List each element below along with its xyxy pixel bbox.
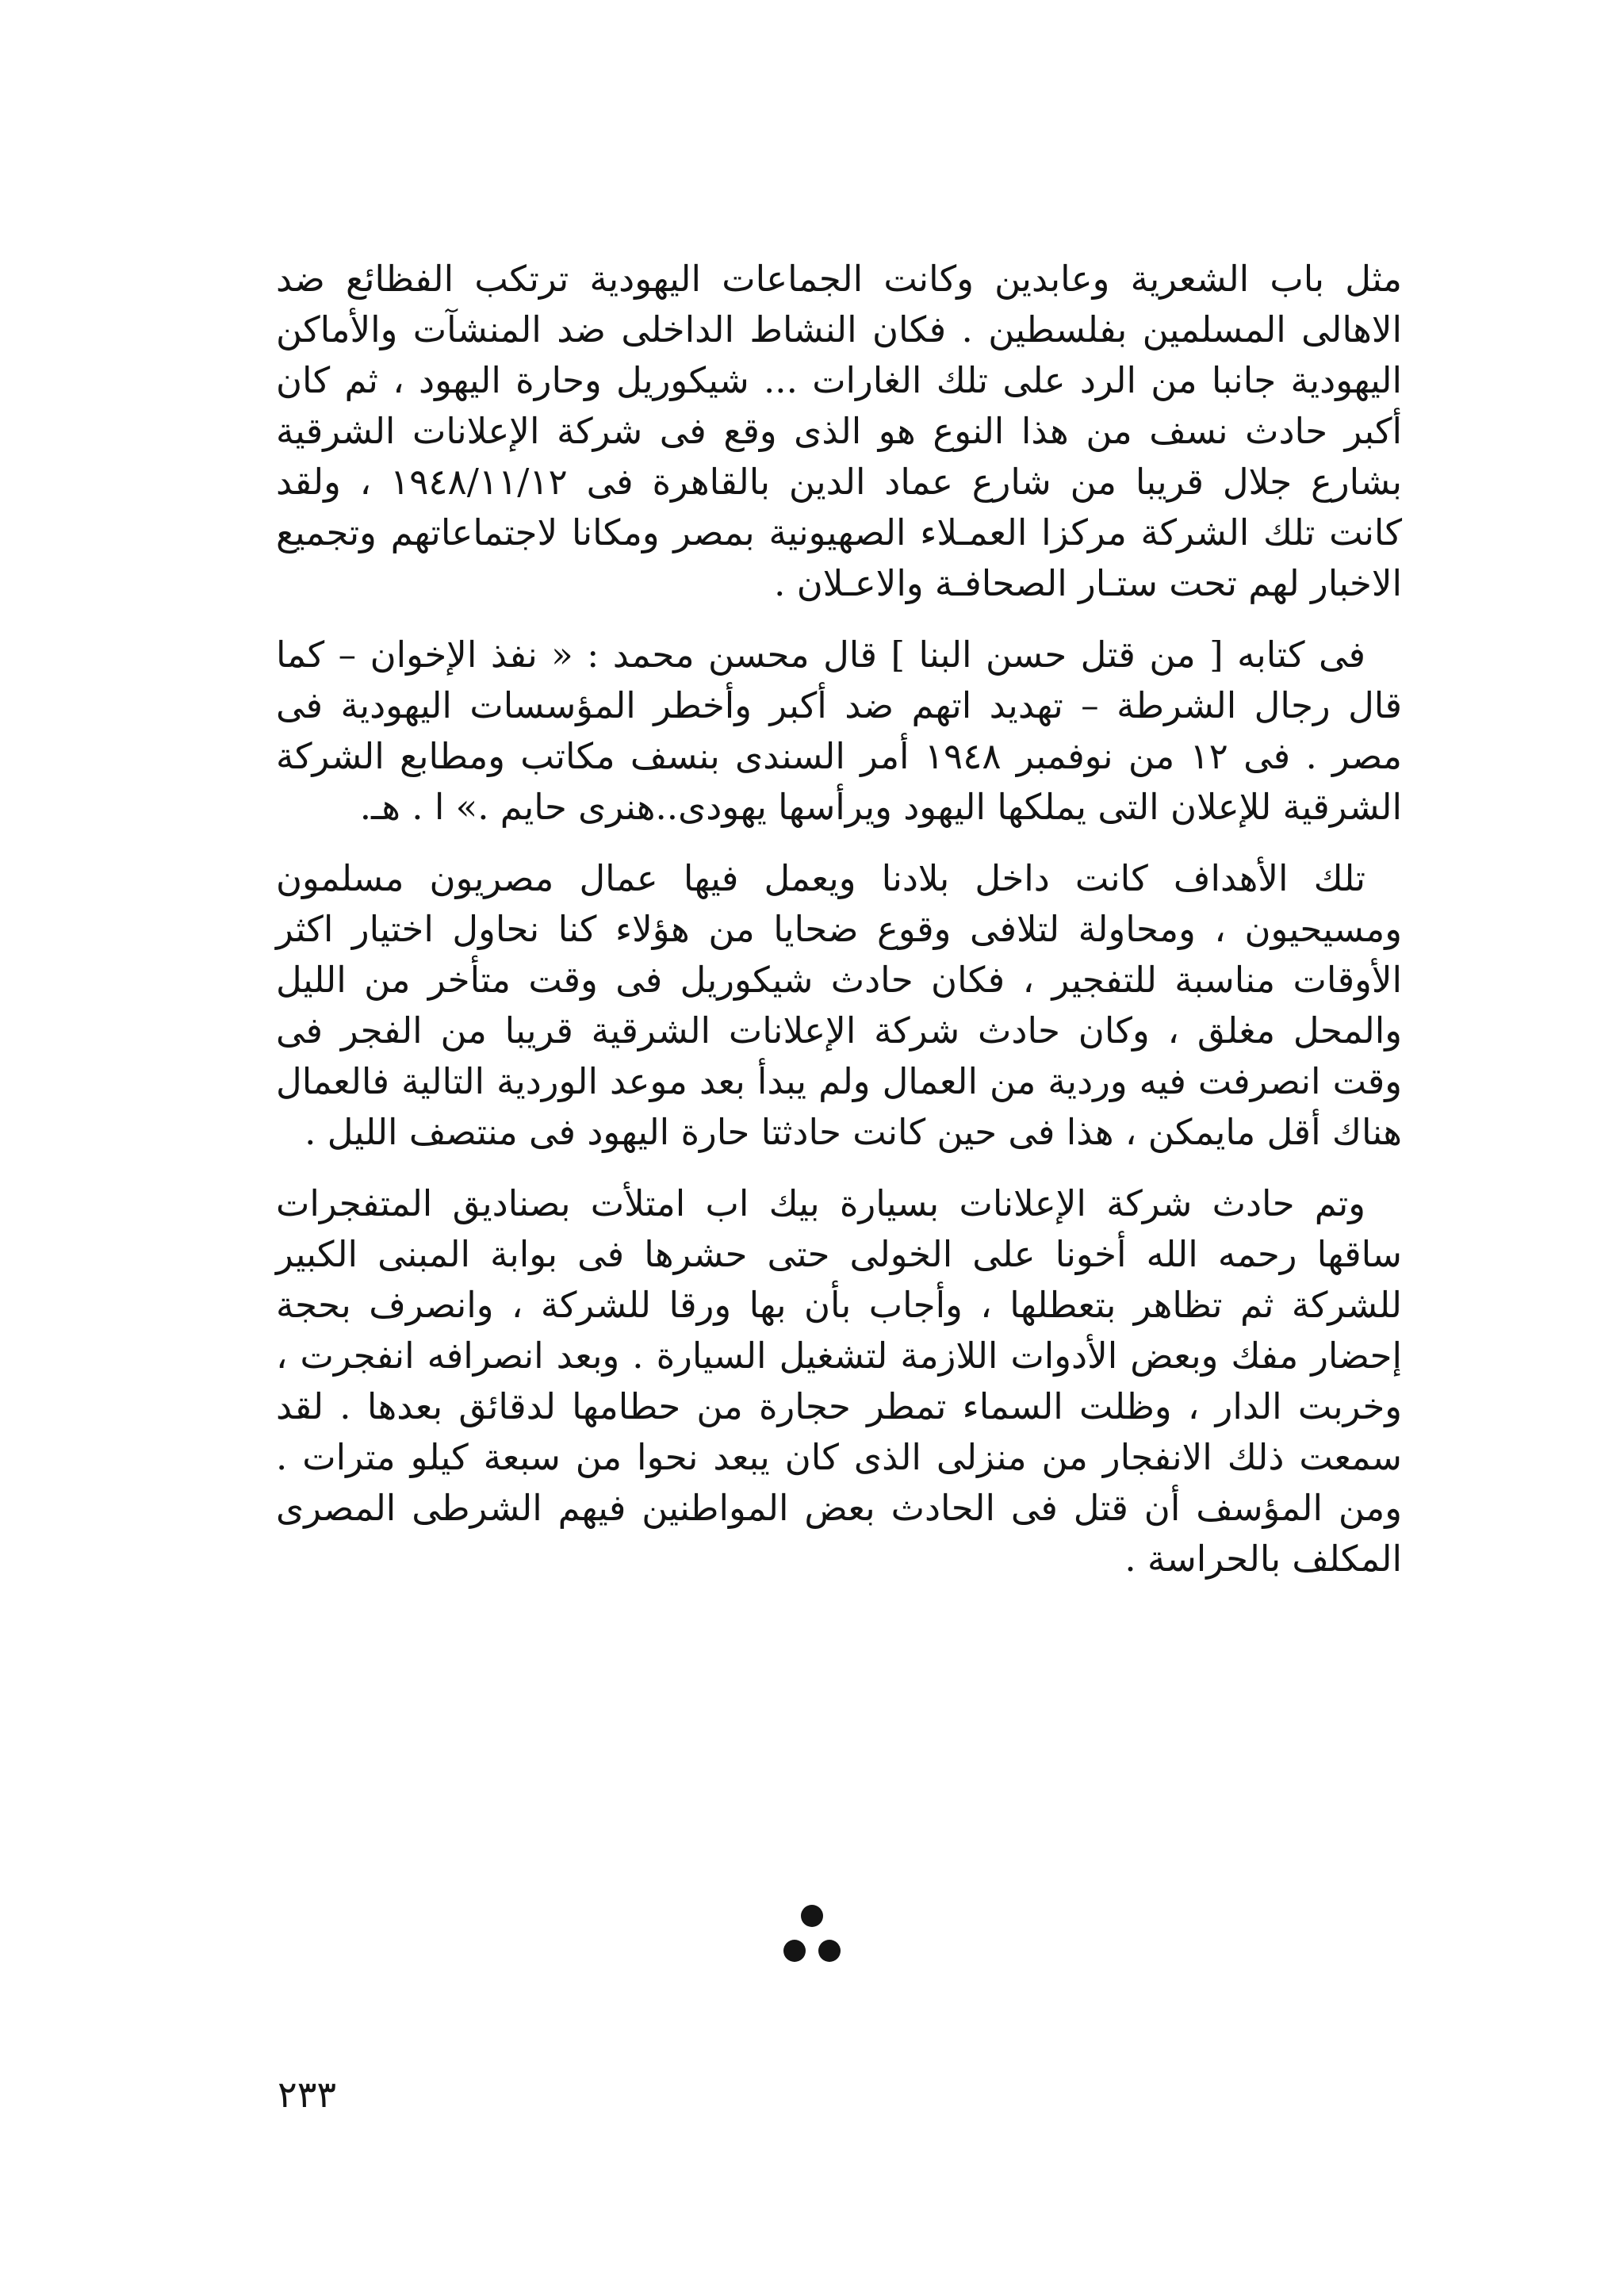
three-dots-separator-icon <box>761 1902 863 1989</box>
page-number: ٢٣٣ <box>278 2073 337 2116</box>
paragraph-1: مثل باب الشعرية وعابدين وكانت الجماعات اليهودية ترتكب الفظائع ضد الاهالى المسلمين بفلسطين . فكان النشاط الداخلى ضد المنشآت والأماكن اليهودية جانبا من الرد على تلك الغارات ... شيكوريل وحارة اليهود ، ثم كان أكبر حادث نسف من هذا النوع هو الذى وقع فى شركة الإعلانات الشرقية بشارع جلال قريبا من شارع عماد الدين بالقاهرة فى ١٩٤٨/١١/١٢ ، ولقد كانت تلك الشركة مركزا العمـلاء الصهيونية بمصر ومكانا لاجتماعاتهم وتجميع الاخبار لهم تحت ستـار الصحافـة والاعـلان . <box>276 258 1402 604</box>
paragraph-2-quote: فى كتابه [ من قتل حسن البنا ] قال محسن محمد : « نفذ الإخوان – كما قال رجال الشرطة – تهديد اتهم ضد أكبر وأخطر المؤسسات اليهودية فى مصر . فى ١٢ من نوفمبر ١٩٤٨ أمر السندى بنسف مكاتب ومطابع الشركة الشرقية للإعلان التى يملكها اليهود ويرأسها يهودى..هنرى حايم .» ا . هـ. <box>276 634 1403 828</box>
body-text <box>276 254 1402 1584</box>
paragraph-4: وتم حادث شركة الإعلانات بسيارة بيك اب امتلأت بصناديق المتفجرات ساقها رحمه الله أخونا على الخولى حتى حشرها فى بوابة المبنى الكبير للشركة ثم تظاهر بتعطلها ، وأجاب بأن بها ورقا للشركة ، وانصرف بحجة إحضار مفك وبعض الأدوات اللازمة لتشغيل السيارة . وبعد انصرافه انفجرت ، وخربت الدار ، وظلت السماء تمطر حجارة من حطامها لدقائق بعدها . لقد سمعت ذلك الانفجار من منزلى الذى كان يبعد نحوا من سبعة كيلو مترات . ومن المؤسف أن قتل فى الحادث بعض المواطنين فيهم الشرطى المصرى المكلف بالحراسة . <box>276 1182 1402 1580</box>
paragraph-3: تلك الأهداف كانت داخل بلادنا ويعمل فيها عمال مصريون مسلمون ومسيحيون ، ومحاولة لتلافى وقوع ضحايا من هؤلاء كنا نحاول اختيار اكثر الأوقات مناسبة للتفجير ، فكان حادث شيكوريل فى وقت متأخر من الليل والمحل مغلق ، وكان حادث شركة الإعلانات الشرقية قريبا من الفجر فى وقت انصرفت فيه وردية من العمال ولم يبدأ بعد موعد الوردية التالية فالعمال هناك أقل مايمكن ، هذا فى حين كانت حادثتا حارة اليهود فى منتصف الليل . <box>276 857 1402 1153</box>
